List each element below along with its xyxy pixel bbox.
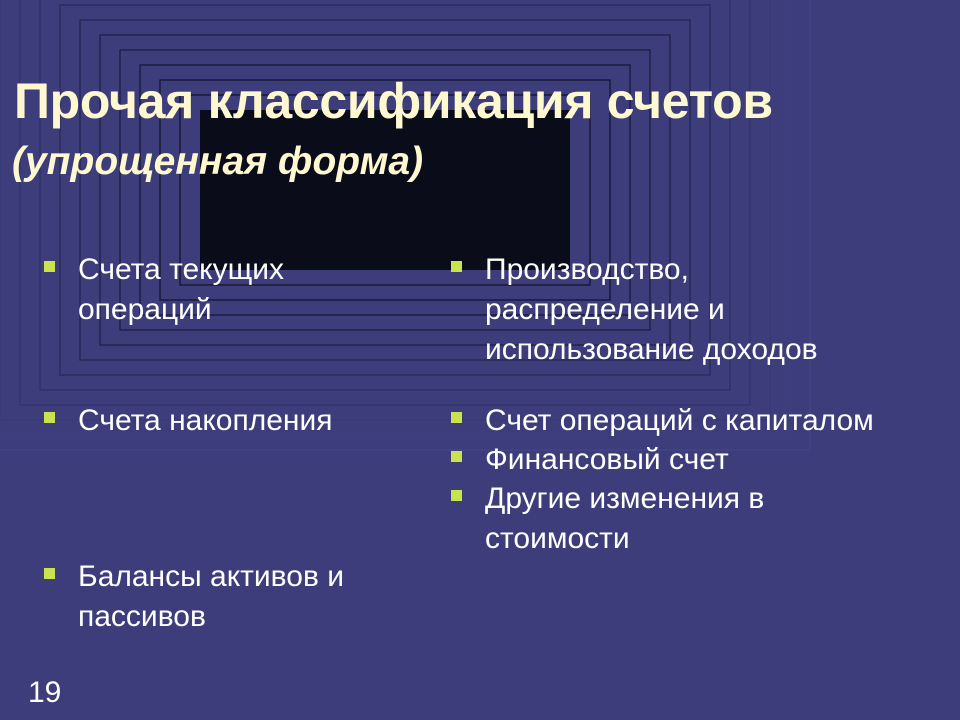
bullet-square-icon: [44, 261, 55, 272]
list-item-text: Финансовый счет: [485, 443, 729, 476]
list-item: [451, 401, 945, 441]
list-item: [451, 250, 885, 370]
list-item: [451, 479, 805, 559]
list-item: [44, 557, 378, 637]
list-item-text: Счета текущих операций: [78, 253, 285, 326]
list-item-text: Счет операций с капиталом: [485, 404, 874, 437]
list-item-text: Другие изменения в стоимости: [485, 482, 765, 555]
list-item-text: Счета накопления: [78, 404, 333, 437]
bullet-square-icon: [451, 490, 462, 501]
list-item: [451, 440, 945, 480]
list-item-text: Балансы активов и пассивов: [78, 560, 344, 633]
bullet-square-icon: [44, 412, 55, 423]
list-item-text: Производство, распределение и использование доходов: [485, 253, 818, 366]
bullet-square-icon: [451, 451, 462, 462]
list-item: [44, 250, 398, 330]
bullet-square-icon: [451, 261, 462, 272]
bullet-square-icon: [44, 568, 55, 579]
slide-title: Прочая классификация счетов: [14, 73, 773, 129]
page-number: 19: [28, 676, 62, 709]
list-item: [44, 401, 398, 441]
bullet-square-icon: [451, 412, 462, 423]
slide-subtitle: (упрощенная форма): [12, 140, 424, 183]
